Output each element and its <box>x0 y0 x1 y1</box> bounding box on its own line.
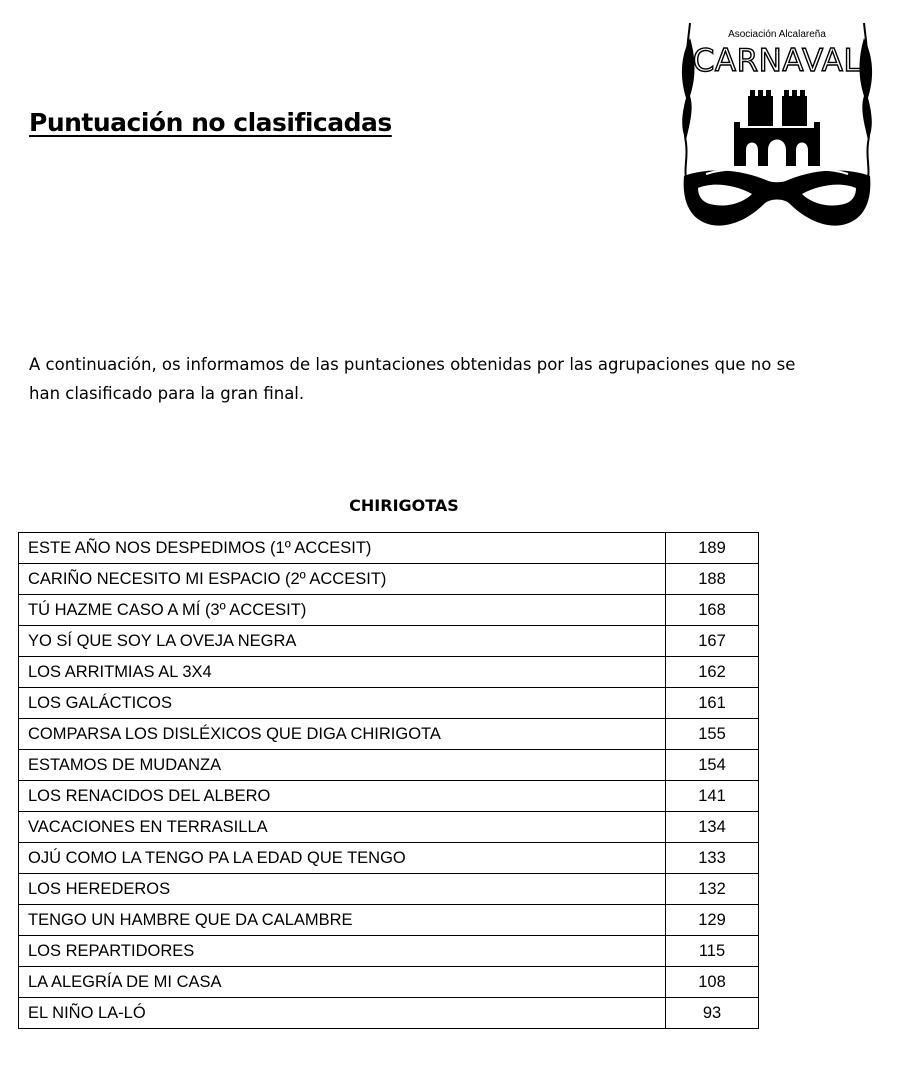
group-score: 189 <box>666 533 759 564</box>
group-name: LOS HEREDEROS <box>19 874 666 905</box>
table-row <box>19 595 759 626</box>
group-name: EL NIÑO LA-LÓ <box>19 998 666 1029</box>
group-name: ESTAMOS DE MUDANZA <box>19 750 666 781</box>
group-name: LOS ARRITMIAS AL 3X4 <box>19 657 666 688</box>
group-score: 141 <box>666 781 759 812</box>
group-name: COMPARSA LOS DISLÉXICOS QUE DIGA CHIRIGOTA <box>19 719 666 750</box>
group-score: 154 <box>666 750 759 781</box>
logo-subtitle: Asociación Alcalareña <box>728 29 826 40</box>
group-score: 133 <box>666 843 759 874</box>
group-score: 108 <box>666 967 759 998</box>
group-score: 93 <box>666 998 759 1029</box>
table-row <box>19 688 759 719</box>
table-row <box>19 812 759 843</box>
group-name: CARIÑO NECESITO MI ESPACIO (2º ACCESIT) <box>19 564 666 595</box>
group-score: 129 <box>666 905 759 936</box>
page-title: Puntuación no clasificadas <box>29 108 392 137</box>
group-score: 115 <box>666 936 759 967</box>
logo-name: CARNAVAL <box>692 43 862 79</box>
group-name: OJÚ COMO LA TENGO PA LA EDAD QUE TENGO <box>19 843 666 874</box>
group-name: LOS GALÁCTICOS <box>19 688 666 719</box>
table-row <box>19 843 759 874</box>
group-name: ESTE AÑO NOS DESPEDIMOS (1º ACCESIT) <box>19 533 666 564</box>
castle-icon <box>734 90 820 166</box>
group-score: 134 <box>666 812 759 843</box>
table-row <box>19 564 759 595</box>
table-row <box>19 874 759 905</box>
table-row <box>19 533 759 564</box>
table-row <box>19 657 759 688</box>
carnaval-logo <box>676 18 878 230</box>
group-score: 155 <box>666 719 759 750</box>
group-score: 188 <box>666 564 759 595</box>
group-score: 162 <box>666 657 759 688</box>
group-name: YO SÍ QUE SOY LA OVEJA NEGRA <box>19 626 666 657</box>
table-row <box>19 998 759 1029</box>
table-row <box>19 781 759 812</box>
group-score: 167 <box>666 626 759 657</box>
group-name: TENGO UN HAMBRE QUE DA CALAMBRE <box>19 905 666 936</box>
table-row <box>19 905 759 936</box>
group-name: LOS RENACIDOS DEL ALBERO <box>19 781 666 812</box>
section-heading: CHIRIGOTAS <box>349 496 459 515</box>
group-score: 168 <box>666 595 759 626</box>
group-name: LA ALEGRÍA DE MI CASA <box>19 967 666 998</box>
intro-text: A continuación, os informamos de las puntaciones obtenidas por las agrupaciones que no se han clasificado para la gran final. <box>29 355 796 403</box>
group-name: TÚ HAZME CASO A MÍ (3º ACCESIT) <box>19 595 666 626</box>
table-row <box>19 750 759 781</box>
group-name: VACACIONES EN TERRASILLA <box>19 812 666 843</box>
scores-table <box>18 532 759 1029</box>
table-row <box>19 967 759 998</box>
right-feather-icon <box>860 23 873 178</box>
table-row <box>19 936 759 967</box>
table-row <box>19 626 759 657</box>
mask-icon <box>684 170 871 226</box>
group-score: 132 <box>666 874 759 905</box>
group-score: 161 <box>666 688 759 719</box>
group-name: LOS REPARTIDORES <box>19 936 666 967</box>
table-row <box>19 719 759 750</box>
